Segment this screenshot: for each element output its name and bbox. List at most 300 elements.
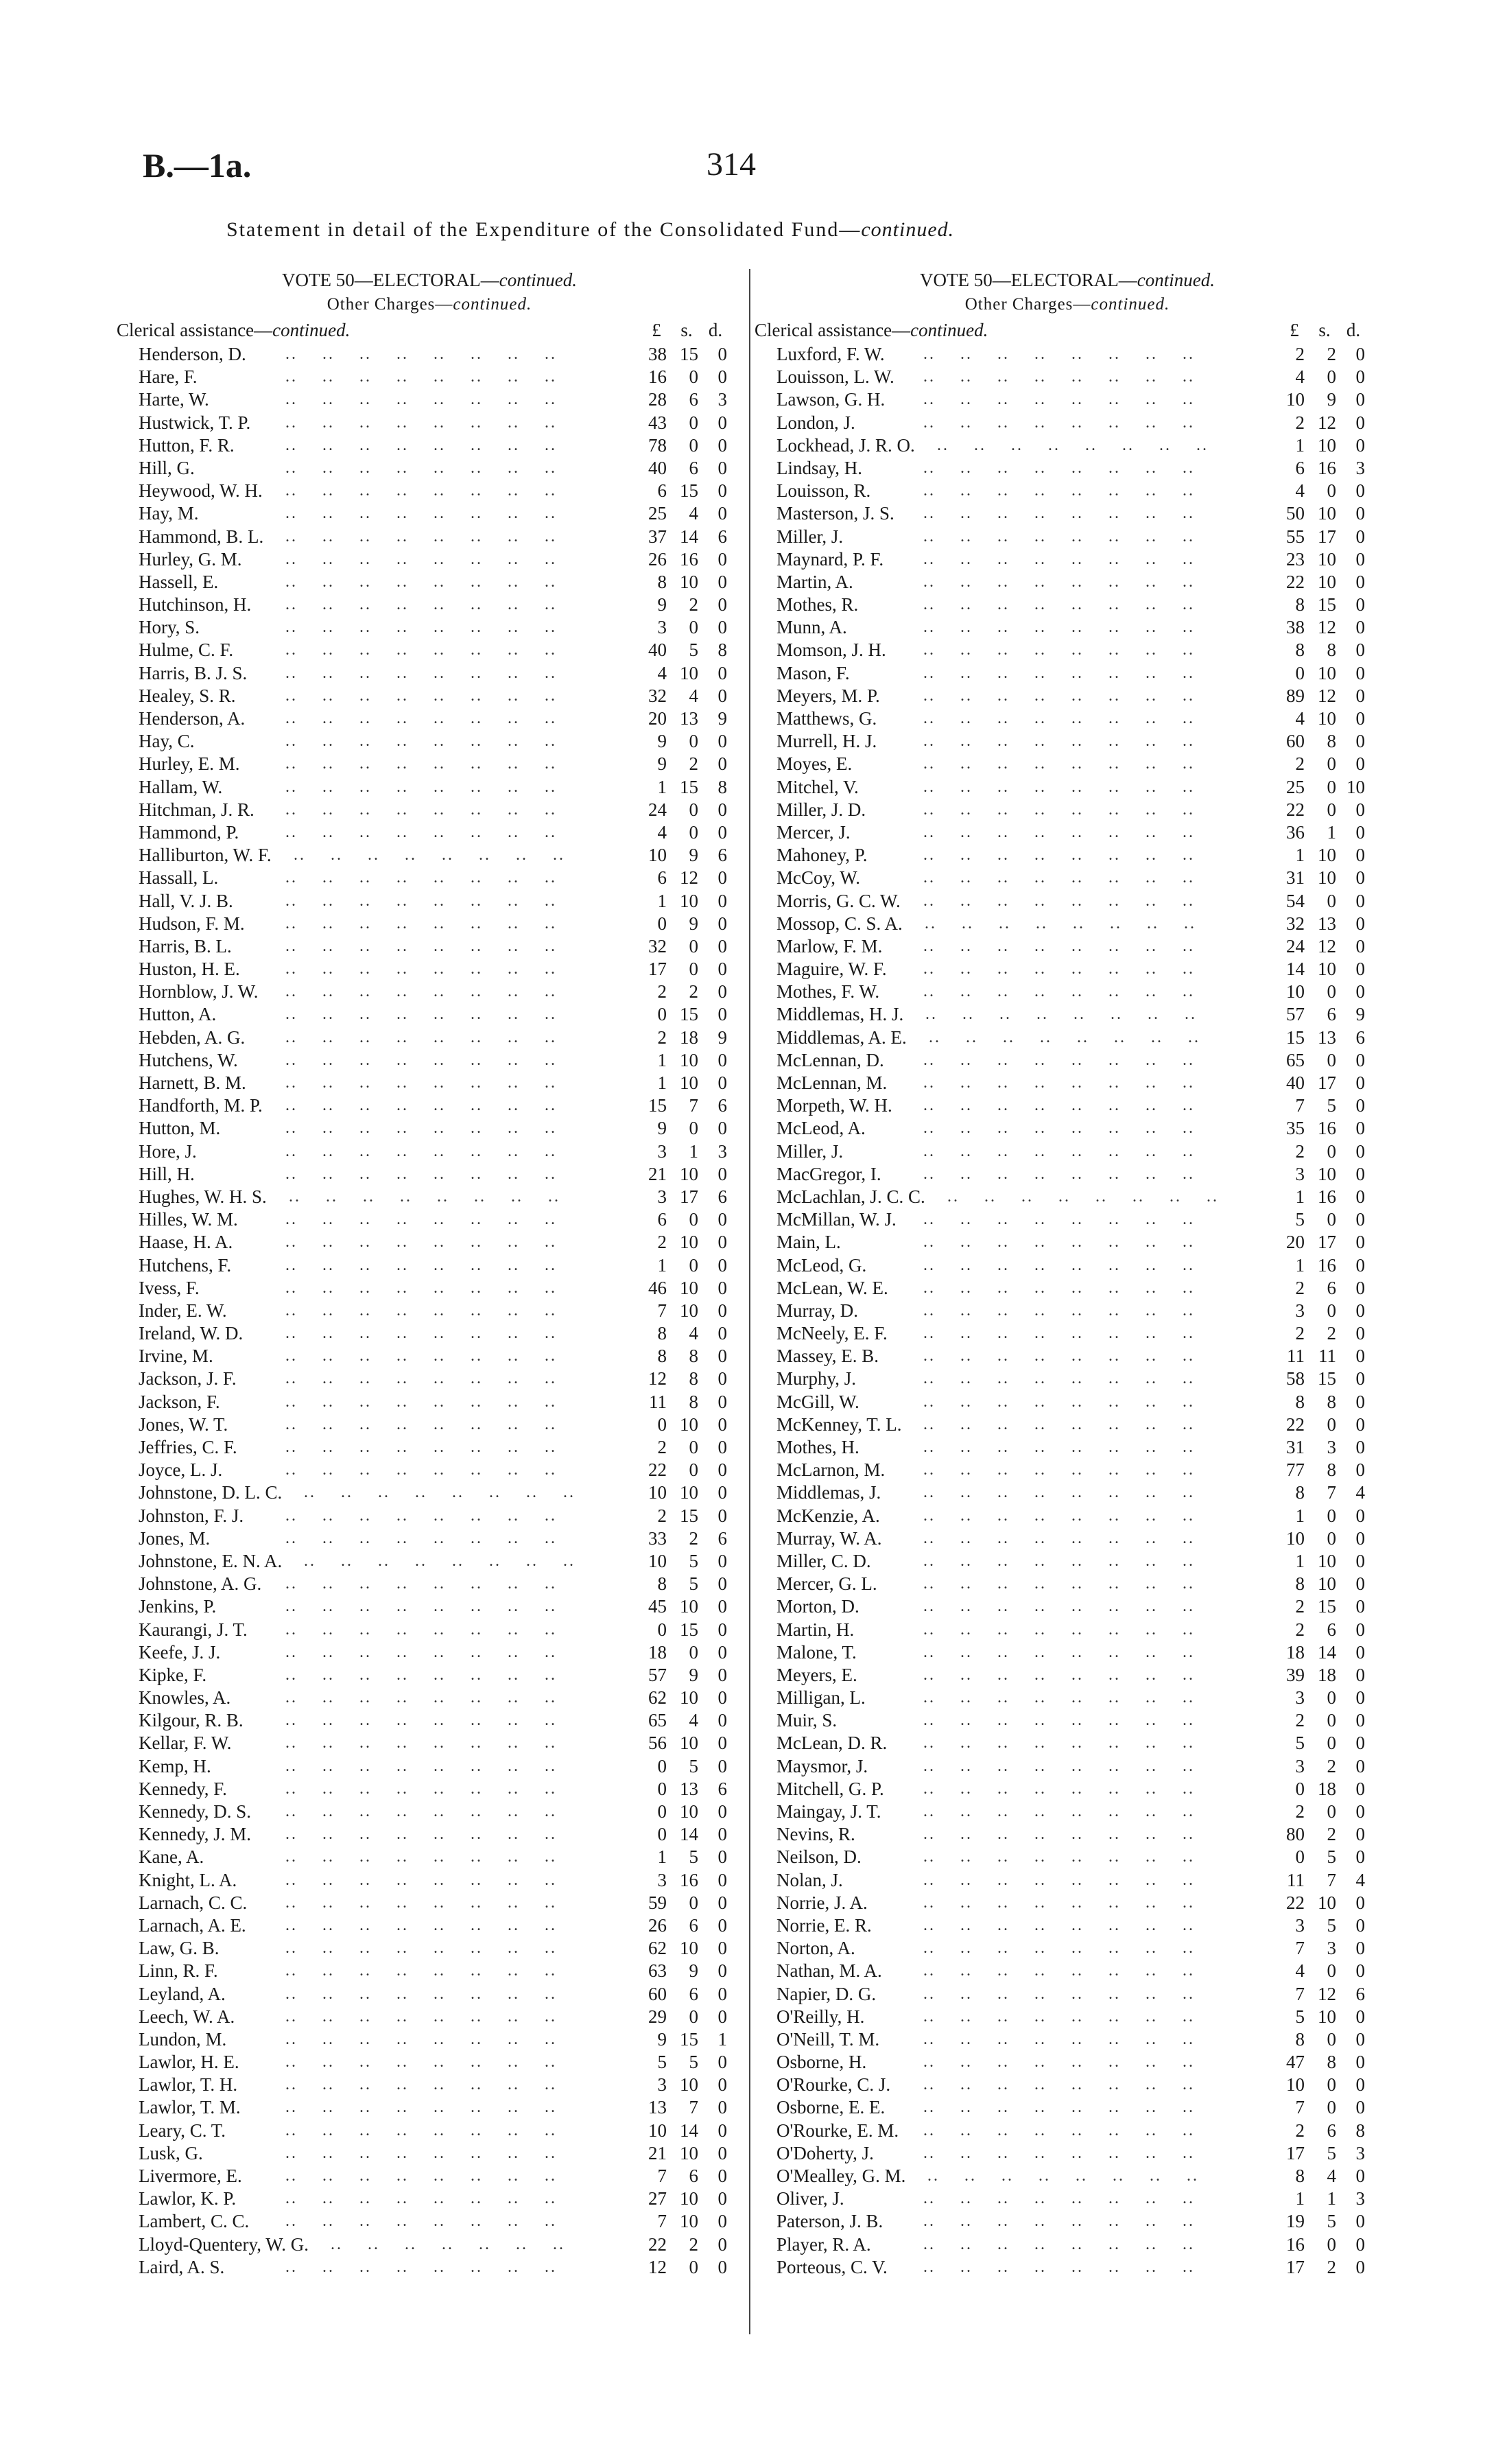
payee-name: Meyers, E. (776, 1664, 857, 1685)
payment-row (755, 1026, 1380, 1049)
payment-row (117, 480, 742, 502)
amount-shillings: 8 (689, 1391, 698, 1412)
amount-pence: 0 (717, 457, 727, 478)
payment-row (755, 366, 1380, 388)
payee-name: Mason, F. (776, 662, 850, 683)
payee-name: O'Doherty, J. (776, 2142, 874, 2163)
amount-pence: 0 (1355, 1687, 1365, 1709)
amount-pounds: 22 (648, 2233, 667, 2255)
amount-shillings: 6 (1327, 1004, 1336, 1025)
dot-leader: .. .. .. .. .. .. .. .. (273, 1051, 557, 1069)
amount-pence: 0 (717, 2233, 727, 2255)
amount-shillings: 5 (1327, 1914, 1336, 1936)
payee-name: Munn, A. (776, 617, 847, 638)
amount-shillings: 10 (680, 1277, 698, 1298)
payment-row (117, 457, 742, 480)
amount-pence: 0 (717, 2211, 727, 2232)
amount-shillings: 0 (689, 1209, 698, 1230)
dot-leader: .. .. .. .. .. .. .. .. (911, 2030, 1195, 2048)
amount-pence: 0 (717, 981, 727, 1002)
amount-pounds: 4 (1295, 708, 1305, 729)
amount-pounds: 17 (648, 959, 667, 980)
amount-pence: 0 (717, 1277, 727, 1298)
amount-pounds: 40 (648, 457, 667, 478)
amount-shillings: 2 (1327, 1323, 1336, 1344)
amount-pence: 0 (1355, 981, 1365, 1002)
amount-pence: 0 (1355, 2097, 1365, 2118)
amount-pounds: 2 (657, 1026, 667, 1048)
amount-pence: 1 (717, 2028, 727, 2050)
amount-pence: 0 (1355, 1368, 1365, 1389)
amount-pence: 4 (1355, 1482, 1365, 1503)
payee-name: Laird, A. S. (139, 2256, 225, 2277)
amount-shillings: 8 (1327, 731, 1336, 752)
payment-row (755, 799, 1380, 821)
payee-name: Hay, M. (139, 503, 199, 524)
dot-leader: .. .. .. .. .. .. .. .. (273, 937, 557, 955)
payee-name: McNeely, E. F. (776, 1323, 888, 1344)
amount-pence: 0 (717, 344, 727, 364)
payee-name: Middlemas, J. (776, 1482, 881, 1503)
amount-shillings: 0 (689, 1437, 698, 1457)
dot-leader: .. .. .. .. .. .. .. .. (911, 686, 1195, 705)
dot-leader: .. .. .. .. .. .. .. .. (911, 1051, 1195, 1069)
payment-row (755, 1641, 1380, 1664)
amount-pounds: 10 (648, 1550, 667, 1571)
payment-row (117, 1641, 742, 1664)
amount-pence: 0 (1355, 867, 1365, 889)
payment-row (755, 867, 1380, 889)
payment-row (755, 1072, 1380, 1094)
amount-pounds: 58 (1286, 1368, 1305, 1389)
amount-pence: 0 (1355, 1733, 1365, 1754)
amount-shillings: 0 (1327, 1049, 1336, 1070)
amount-pence: 0 (1355, 571, 1365, 592)
payee-name: Harris, B. L. (139, 935, 232, 957)
amount-pounds: 0 (657, 913, 667, 934)
payee-name: Leech, W. A. (139, 2006, 235, 2027)
amount-pence: 8 (717, 640, 727, 661)
payee-name: Lambert, C. C. (139, 2211, 250, 2232)
amount-shillings: 10 (680, 1163, 698, 1184)
amount-pounds: 8 (1295, 1482, 1305, 1503)
payment-row (117, 1846, 742, 1868)
payee-name: Hore, J. (139, 1140, 197, 1162)
payment-row (117, 1505, 742, 1527)
amount-shillings: 6 (1327, 1619, 1336, 1640)
amount-pounds: 16 (648, 366, 667, 388)
amount-pence: 0 (1355, 959, 1365, 980)
amount-shillings: 4 (1327, 2166, 1336, 2186)
payment-row (755, 2028, 1380, 2051)
amount-shillings: 0 (689, 935, 698, 957)
dot-leader: .. .. .. .. .. .. .. .. (911, 1074, 1195, 1092)
dot-leader: .. .. .. .. .. .. .. .. (911, 1347, 1195, 1365)
amount-shillings: 15 (1318, 1596, 1336, 1617)
amount-shillings: 0 (1327, 1300, 1336, 1321)
amount-shillings: 0 (1327, 2097, 1336, 2118)
amount-shillings: 10 (680, 1232, 698, 1253)
amount-shillings: 10 (680, 1049, 698, 1070)
amount-pence: 0 (1355, 1140, 1365, 1162)
amount-pounds: 22 (1286, 1413, 1305, 1435)
amount-pence: 0 (717, 1755, 727, 1776)
page-code: B.—1a. (143, 146, 252, 185)
payee-name: Osborne, H. (776, 2052, 867, 2073)
amount-pence: 0 (717, 913, 727, 934)
dot-leader: .. .. .. .. .. .. .. .. (911, 800, 1195, 819)
payee-name: Osborne, E. E. (776, 2097, 886, 2118)
dot-leader: .. .. .. .. .. .. .. .. (273, 2030, 557, 2048)
dot-leader: .. .. .. .. .. .. .. .. (911, 1803, 1195, 1820)
dot-leader: .. .. .. .. .. .. .. .. (273, 1893, 557, 1912)
payment-row (117, 343, 742, 366)
payment-row (755, 1550, 1380, 1573)
amount-pence: 0 (1355, 1049, 1365, 1070)
amount-pounds: 23 (1286, 548, 1305, 570)
payee-name: Handforth, M. P. (139, 1095, 263, 1116)
payee-name: Hutton, M. (139, 1118, 221, 1139)
payment-row (117, 1003, 742, 1026)
amount-pounds: 15 (648, 1095, 667, 1116)
dot-leader: .. .. .. .. .. .. .. .. (911, 1870, 1195, 1889)
payment-row (117, 1937, 742, 1960)
payment-row (117, 1345, 742, 1368)
amount-pounds: 6 (1295, 457, 1305, 478)
amount-pence: 0 (1355, 617, 1365, 638)
amount-pence: 0 (717, 2120, 727, 2141)
payment-row (755, 2233, 1380, 2256)
payment-row (117, 935, 742, 958)
amount-pence: 0 (1355, 412, 1365, 433)
payee-name: McLennan, M. (776, 1072, 888, 1093)
amount-pence: 0 (717, 935, 727, 957)
amount-pounds: 28 (648, 389, 667, 410)
amount-shillings: 16 (1318, 1254, 1336, 1276)
amount-pounds: 10 (1286, 2074, 1305, 2096)
amount-pounds: 10 (648, 845, 667, 866)
amount-pence: 0 (1355, 2233, 1365, 2255)
payee-name: Mossop, C. S. A. (776, 913, 903, 934)
payee-name: Matthews, G. (776, 708, 877, 729)
payment-row (755, 1619, 1380, 1641)
amount-pence: 0 (1355, 2074, 1365, 2096)
amount-pounds: 8 (657, 1573, 667, 1595)
amount-pounds: 5 (657, 2052, 667, 2073)
dot-leader: .. .. .. .. .. .. .. .. (273, 618, 557, 637)
dot-leader: .. .. .. .. .. .. .. .. (273, 2257, 557, 2276)
dot-leader: .. .. .. .. .. .. .. .. (911, 1597, 1195, 1616)
payee-name: Johnstone, D. L. C. (139, 1482, 283, 1503)
dot-leader: .. .. .. .. .. .. .. .. (273, 1689, 557, 1707)
amount-shillings: 10 (680, 1733, 698, 1754)
amount-shillings: 14 (680, 526, 698, 547)
payee-name: Hallam, W. (139, 776, 223, 797)
amount-pounds: 1 (1295, 1505, 1305, 1526)
payee-name: Neilson, D. (776, 1846, 862, 1868)
amount-pence: 0 (717, 1391, 727, 1412)
payee-name: Knight, L. A. (139, 1869, 237, 1890)
dot-leader: .. .. .. .. .. .. .. .. (273, 1506, 557, 1525)
amount-pounds: 24 (648, 799, 667, 820)
dot-leader: .. .. .. .. .. .. .. .. (273, 345, 557, 363)
payment-row (117, 890, 742, 913)
amount-pounds: 54 (1286, 890, 1305, 911)
amount-shillings: 10 (1318, 1892, 1336, 1913)
payment-row (755, 548, 1380, 571)
amount-pence: 0 (717, 1550, 727, 1571)
amount-pounds: 1 (1295, 845, 1305, 866)
dot-leader: .. .. .. .. .. .. .. .. (273, 482, 557, 500)
payee-name: Hill, H. (139, 1163, 195, 1184)
amount-pence: 0 (1355, 1346, 1365, 1367)
amount-pence: 0 (717, 1710, 727, 1731)
amount-shillings: 9 (689, 845, 698, 866)
payment-row (755, 526, 1380, 548)
dot-leader: .. .. .. .. .. .. .. .. (913, 1005, 1197, 1024)
payee-name: Main, L. (776, 1232, 841, 1253)
payee-name: Maynard, P. F. (776, 548, 884, 570)
amount-shillings: 9 (689, 1664, 698, 1685)
amount-pounds: 35 (1286, 1118, 1305, 1139)
payment-row (117, 1459, 742, 1481)
amount-shillings: 2 (689, 753, 698, 775)
payee-name: Player, R. A. (776, 2233, 871, 2255)
payee-name: Middlemas, H. J. (776, 1004, 904, 1025)
amount-pounds: 62 (648, 1938, 667, 1959)
dot-leader: .. .. .. .. .. .. .. .. (911, 1324, 1195, 1343)
dot-leader: .. .. .. .. .. .. .. .. (911, 550, 1195, 568)
amount-shillings: 15 (680, 1619, 698, 1640)
payee-name: Louisson, R. (776, 480, 871, 502)
amount-shillings: 18 (1318, 1664, 1336, 1685)
payment-row (117, 707, 742, 730)
amount-pence: 0 (1355, 1095, 1365, 1116)
amount-pence: 0 (1355, 935, 1365, 957)
payment-row (117, 1026, 742, 1049)
amount-shillings: 16 (1318, 457, 1336, 478)
dot-leader: .. .. .. .. .. .. .. .. (911, 1096, 1195, 1115)
dot-leader: .. .. .. .. .. .. .. .. (273, 1005, 557, 1024)
payee-name: Healey, S. R. (139, 685, 236, 706)
amount-shillings: 10 (680, 890, 698, 911)
payee-name: Henderson, D. (139, 344, 246, 364)
amount-pounds: 80 (1286, 1824, 1305, 1845)
amount-pounds: 60 (1286, 731, 1305, 752)
payee-name: Hay, C. (139, 731, 195, 752)
payee-name: Mothes, F. W. (776, 981, 880, 1002)
payment-row (755, 753, 1380, 775)
payee-name: Hulme, C. F. (139, 640, 234, 661)
payment-row (117, 2096, 742, 2119)
dot-leader: .. .. .. .. .. .. .. .. (273, 1461, 557, 1479)
amount-pence: 0 (1355, 1664, 1365, 1685)
payee-name: Murrell, H. J. (776, 731, 877, 752)
payment-row (117, 1709, 742, 1732)
dot-leader: .. .. .. .. .. .. .. .. (911, 1278, 1195, 1297)
payee-name: Hammond, B. L. (139, 526, 264, 547)
payment-row (755, 480, 1380, 502)
payee-name: McLeod, A. (776, 1118, 866, 1139)
payment-row (755, 1140, 1380, 1163)
payment-row (117, 958, 742, 981)
payee-name: Nathan, M. A. (776, 1960, 882, 1982)
payee-name: Norrie, E. R. (776, 1914, 872, 1936)
amount-shillings: 5 (689, 1573, 698, 1595)
amount-shillings: 13 (1318, 913, 1336, 934)
amount-shillings: 0 (1327, 1733, 1336, 1754)
dot-leader: .. .. .. .. .. .. .. .. (911, 1939, 1195, 1958)
amount-pounds: 1 (657, 890, 667, 911)
amount-pounds: 40 (1286, 1072, 1305, 1093)
payment-row (755, 1527, 1380, 1550)
payment-row (117, 1254, 742, 1277)
statement-title (226, 218, 1269, 242)
amount-shillings: 12 (1318, 685, 1336, 706)
payee-name: McMillan, W. J. (776, 1209, 897, 1230)
amount-pounds: 27 (648, 2188, 667, 2209)
amount-shillings: 0 (689, 2006, 698, 2027)
dot-leader: .. .. .. .. .. .. .. .. (273, 1939, 557, 1958)
dot-leader: .. .. .. .. .. .. .. .. (911, 390, 1195, 409)
payee-name: Kennedy, D. S. (139, 1801, 251, 1822)
dot-leader: .. .. .. .. .. .. .. .. (273, 914, 557, 932)
payment-row (117, 434, 742, 457)
left-column (117, 268, 742, 2279)
amount-pounds: 57 (648, 1664, 667, 1685)
dot-leader: .. .. .. .. .. .. .. (318, 2235, 565, 2253)
payee-name: McLean, W. E. (776, 1277, 888, 1298)
payment-row (117, 1892, 742, 1914)
payment-row (117, 867, 742, 889)
amount-pounds: 9 (657, 753, 667, 775)
amount-pence: 0 (1355, 2028, 1365, 2050)
payee-name: Muir, S. (776, 1710, 838, 1731)
amount-pence: 0 (717, 821, 727, 843)
payment-row (117, 1527, 742, 1550)
dot-leader: .. .. .. .. .. .. .. .. (911, 1256, 1195, 1274)
amount-pence: 0 (1355, 1323, 1365, 1344)
payment-row (117, 2028, 742, 2051)
amount-shillings: 6 (689, 1983, 698, 2004)
amount-pence: 0 (717, 753, 727, 775)
amount-pence: 0 (717, 2006, 727, 2027)
payee-name: Maysmor, J. (776, 1755, 868, 1776)
payee-name: Harte, W. (139, 389, 209, 410)
payee-name: Kaurangi, J. T. (139, 1619, 248, 1640)
amount-shillings: 10 (1318, 571, 1336, 592)
amount-pence: 0 (1355, 662, 1365, 683)
amount-shillings: 14 (680, 1824, 698, 1845)
amount-shillings: 5 (1327, 1846, 1336, 1868)
payment-row (117, 1413, 742, 1436)
amount-pounds: 0 (1295, 1778, 1305, 1799)
amount-shillings: 10 (680, 662, 698, 683)
amount-shillings: 12 (680, 867, 698, 889)
payment-row (755, 2256, 1380, 2279)
amount-shillings: 2 (1327, 1824, 1336, 1845)
payment-row (755, 662, 1380, 685)
amount-pence: 0 (717, 1254, 727, 1276)
dot-leader: .. .. .. .. .. .. .. .. (911, 1916, 1195, 1934)
dot-leader: .. .. .. .. .. .. .. .. (273, 2144, 557, 2162)
payee-name: Hory, S. (139, 617, 200, 638)
payee-name: Haase, H. A. (139, 1232, 233, 1253)
dot-leader: .. .. .. .. .. .. .. .. (273, 1575, 557, 1593)
payee-name: Lindsay, H. (776, 457, 862, 478)
payment-row (117, 2120, 742, 2142)
payment-row (755, 1914, 1380, 1937)
amount-pence: 0 (1355, 1573, 1365, 1595)
amount-shillings: 0 (689, 821, 698, 843)
amount-pounds: 2 (1295, 1277, 1305, 1298)
assistance-header-row (117, 317, 742, 343)
dot-leader: .. .. .. .. .. .. .. .. (911, 1984, 1195, 2003)
dot-leader: .. .. .. .. .. .. .. .. (911, 1438, 1195, 1456)
payment-row (755, 1459, 1380, 1481)
amount-pence: 0 (717, 1209, 727, 1230)
payee-name: Momson, J. H. (776, 640, 886, 661)
payment-row (755, 1413, 1380, 1436)
payee-name: Lawlor, K. P. (139, 2188, 237, 2209)
amount-pounds: 0 (1295, 1846, 1305, 1868)
amount-pounds: 0 (657, 1004, 667, 1025)
amount-shillings: 17 (680, 1186, 698, 1207)
dot-leader: .. .. .. .. .. .. .. .. (273, 390, 557, 409)
dot-leader: .. .. .. .. .. .. .. .. (911, 664, 1195, 682)
amount-pence: 0 (1355, 1596, 1365, 1617)
amount-shillings: 10 (1318, 548, 1336, 570)
payee-name: Knowles, A. (139, 1687, 231, 1709)
amount-pence: 8 (717, 776, 727, 797)
amount-pounds: 9 (657, 2028, 667, 2050)
amount-pounds: 10 (1286, 981, 1305, 1002)
payment-row (755, 1231, 1380, 1254)
amount-pence: 0 (717, 1413, 727, 1435)
dot-leader: .. .. .. .. .. .. .. .. (273, 1028, 557, 1046)
dot-leader: .. .. .. .. .. .. .. .. (911, 1893, 1195, 1912)
dot-leader: .. .. .. .. .. .. .. .. (273, 2212, 557, 2231)
payment-row (755, 388, 1380, 411)
amount-pence: 9 (717, 1026, 727, 1048)
amount-pence: 0 (717, 2166, 727, 2186)
dot-leader: .. .. .. .. .. .. .. .. (911, 1734, 1195, 1752)
amount-shillings: 5 (689, 1846, 698, 1868)
payment-row (755, 639, 1380, 661)
amount-pounds: 8 (657, 571, 667, 592)
payee-name: O'Mealley, G. M. (776, 2166, 906, 2186)
amount-pounds: 62 (648, 1687, 667, 1709)
amount-pence: 0 (1355, 2166, 1365, 2186)
payee-name: Mitchel, V. (776, 776, 859, 797)
amount-pounds: 1 (657, 1049, 667, 1070)
amount-pounds: 3 (1295, 1163, 1305, 1184)
payment-row (755, 1960, 1380, 1982)
amount-pounds: 32 (648, 935, 667, 957)
amount-shillings: 0 (1327, 1527, 1336, 1549)
dot-leader: .. .. .. .. .. .. .. .. (273, 550, 557, 568)
amount-pounds: 60 (648, 1983, 667, 2004)
dot-leader: .. .. .. .. .. .. .. .. (911, 1848, 1195, 1866)
amount-shillings: 10 (680, 1687, 698, 1709)
amount-shillings: 15 (680, 344, 698, 364)
payment-row (117, 1914, 742, 1937)
amount-pence: 0 (717, 1938, 727, 1959)
amount-pounds: 4 (657, 662, 667, 683)
amount-shillings: 10 (680, 2188, 698, 2209)
amount-shillings: 10 (1318, 959, 1336, 980)
dot-leader: .. .. .. .. .. .. .. .. (911, 891, 1195, 910)
